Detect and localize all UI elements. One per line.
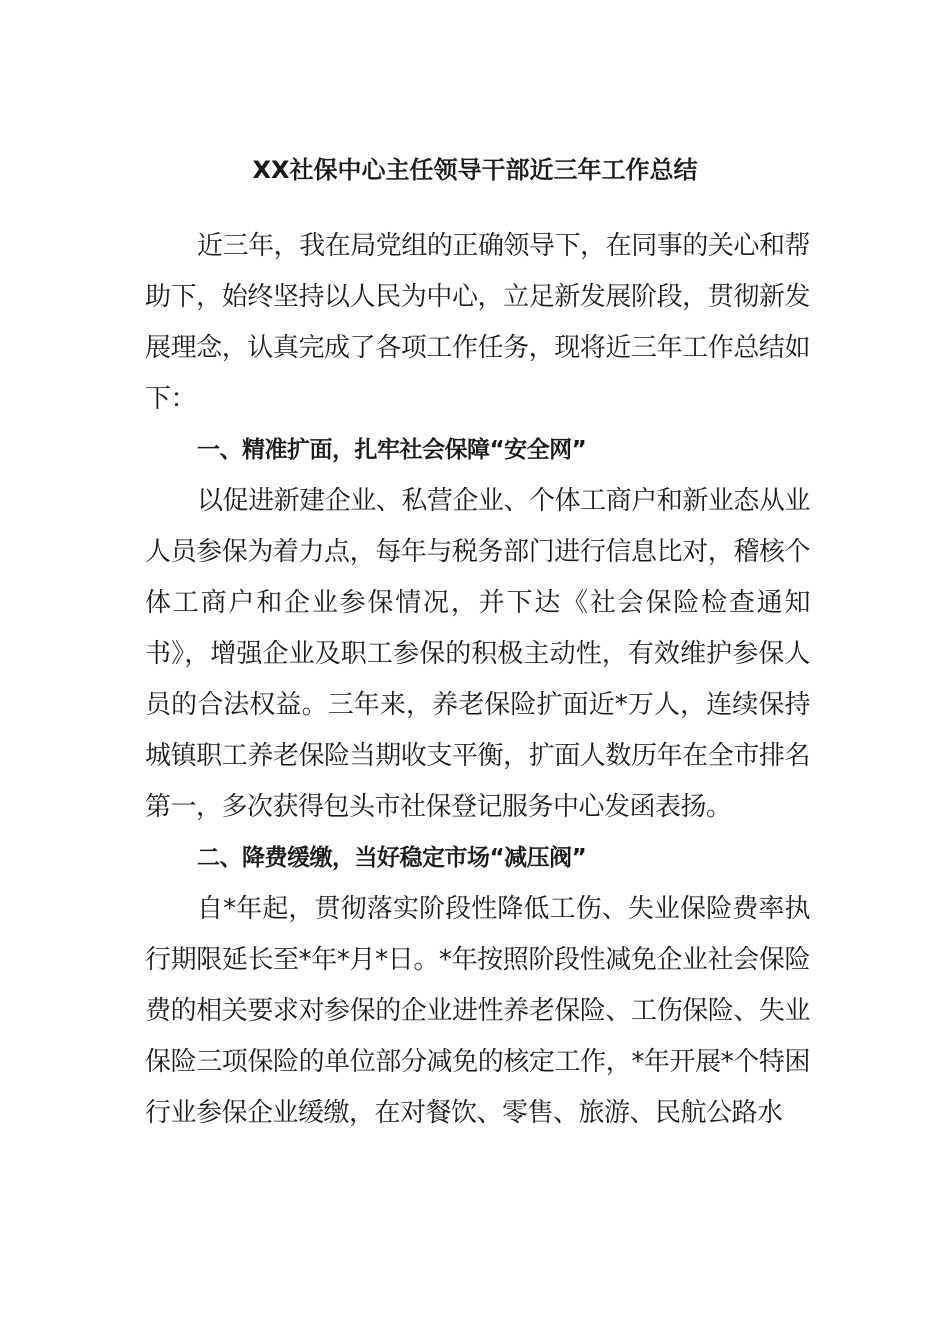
section-1-heading: 一、精准扩面，扎牢社会保障“安全网” — [197, 437, 587, 463]
section-2-heading: 二、降费缓缴，当好稳定市场“减压阀” — [197, 845, 587, 871]
document-body — [145, 221, 810, 1139]
section-1-paragraph: 以促进新建企业、私营企业、个体工商户和新业态从业人员参保为着力点，每年与税务部门进行信息比对，稽核个体工商户和企业参保情况，并下达《社会保险检查通知书》，增强企业及职工参保的积极主动性，有效维护参保人员的合法权益。三年来，养老保险扩面近*万人，连续保持城镇职工养老保险当期收支平衡，扩面人数历年在全市排名第一，多次获得包头市社保登记服务中心发函表扬。 — [145, 486, 810, 822]
section-2-paragraph: 自*年起，贯彻落实阶段性降低工伤、失业保险费率执行期限延长至*年*月*日。*年按照阶段性减免企业社会保险费的相关要求对参保的企业进性养老保险、工伤保险、失业保险三项保险的单位部分减免的核定工作，*年开展*个特困行业参保企业缓缴，在对餐饮、零售、旅游、民航公路水 — [145, 894, 810, 1128]
document-title: XX社保中心主任领导干部近三年工作总结 — [252, 156, 698, 184]
intro-paragraph: 近三年，我在局党组的正确领导下，在同事的关心和帮助下，始终坚持以人民为中心，立足新发展阶段，贯彻新发展理念，认真完成了各项工作任务，现将近三年工作总结如下： — [145, 231, 810, 414]
